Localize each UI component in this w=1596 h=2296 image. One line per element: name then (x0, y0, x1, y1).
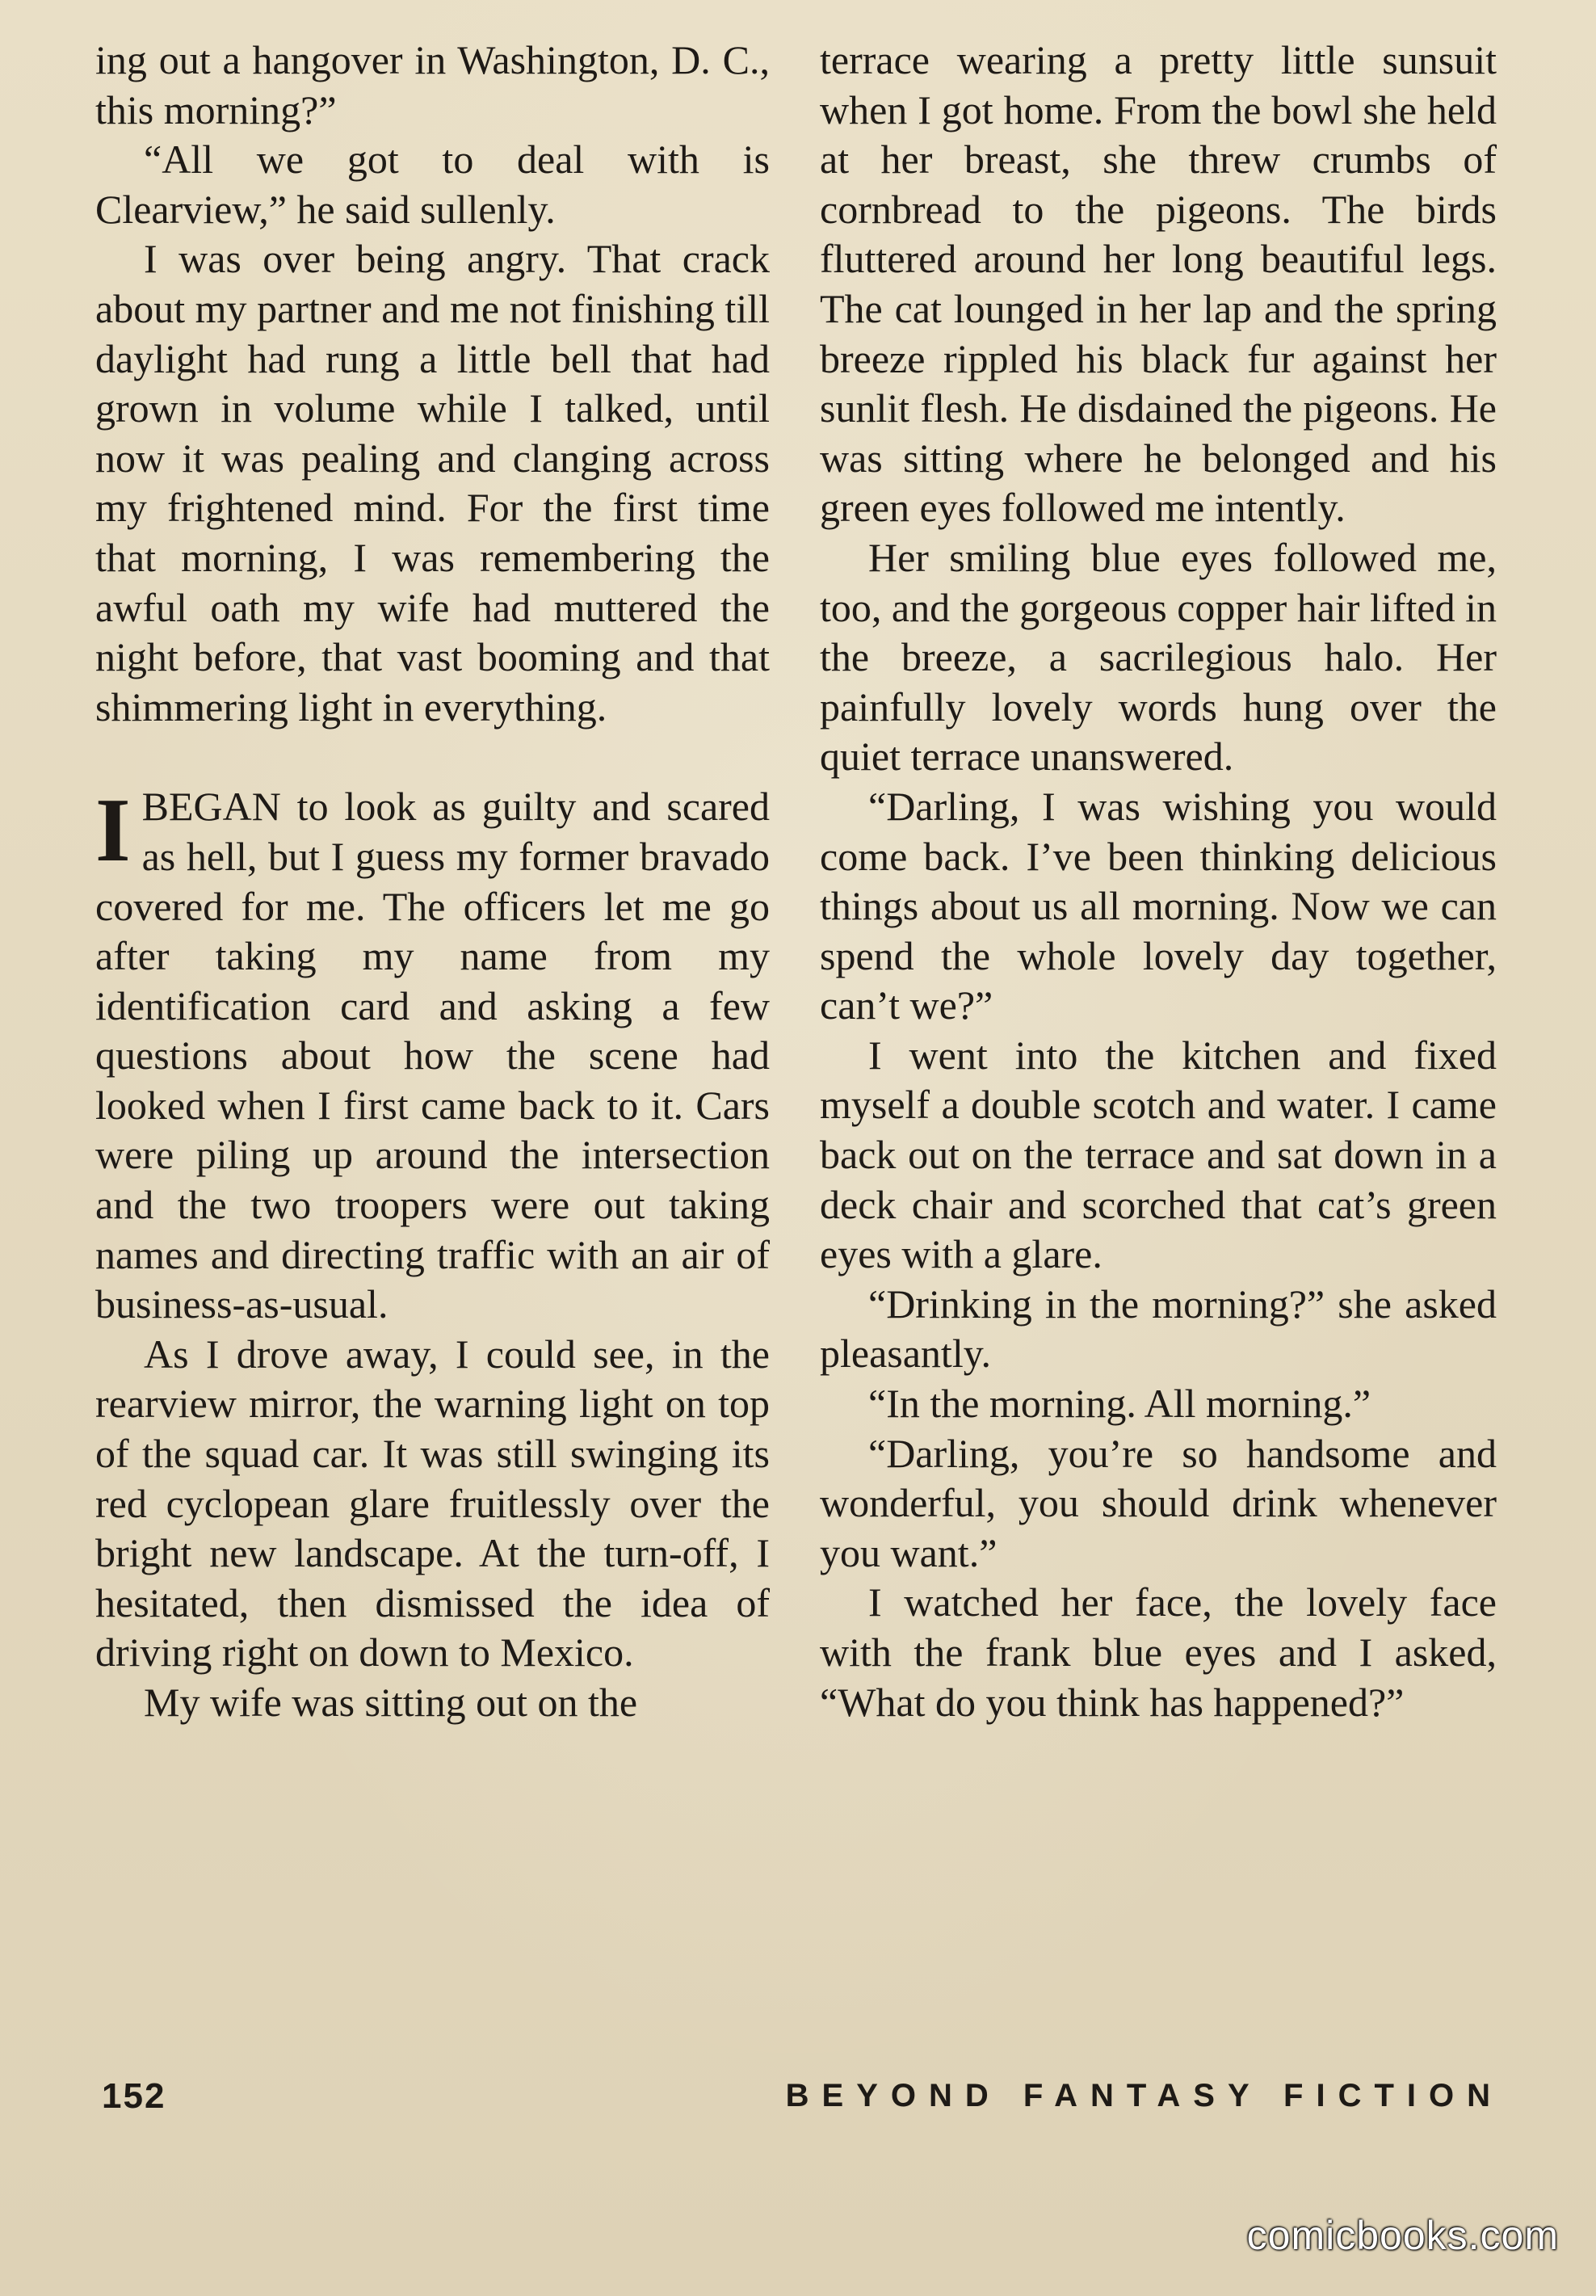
drop-cap: I (95, 780, 131, 881)
paragraph: “Darling, I was wishing you would come back. I’ve been thinking delicious things about us all morning. Now we can spend the whole lovely day together, can’t we?” (820, 783, 1497, 1028)
paragraph: I went into the kitchen and fixed myself a double scotch and water. I came back out on the terrace and sat down in a deck chair and scorched that cat’s green eyes with a glare. (820, 1032, 1497, 1277)
paragraph: “Darling, you’re so handsome and wonderful, you should drink whenever you want.” (820, 1430, 1497, 1575)
paragraph-text: BEGAN to look as guilty and scared as hell, but I guess my former bravado covered for me. The officers let me go after taking my name from my identification card and asking a few questions about how the scene had looked when I first came back to it. Cars were piling up around the intersection and the two troopers were out taking names and directing traffic with an air of business-as-usual. (95, 784, 770, 1327)
paragraph: As I drove away, I could see, in the rearview mirror, the warning light on top of the squad car. It was still swinging its red cyclopean glare fruitlessly over the bright new landscape. At the turn-off, I hesitated, then dismissed the idea of driving right on down to Mexico. (95, 1331, 770, 1676)
paragraph: “Drinking in the morning?” she asked pleasantly. (820, 1280, 1497, 1377)
paragraph: I was over being angry. That crack about my partner and me not finishing till daylight had rung a little bell that had grown in volume while I talked, until now it was pealing and clanging across my frightened mind. For the first time that morning, I was remembering the awful oath my wife had muttered the night before, that vast booming and that shimmering light in everything. (95, 236, 770, 730)
running-title: BEYOND FANTASY FICTION (785, 2078, 1503, 2113)
page-number: 152 (102, 2076, 166, 2116)
paragraph: terrace wearing a pretty little sunsuit when I got home. From the bowl she held at her breast, she threw crumbs of cornbread to the pigeons. The birds fluttered around her long beautiful legs. The cat lounged in her lap and the spring breeze rippled his black fur against her sunlit flesh. He disdained the pigeons. He was sitting where he belonged and his green eyes followed me intently. (820, 37, 1497, 531)
paragraph: “All we got to deal with is Clearview,” he said sullenly. (95, 137, 770, 232)
paragraph: I watched her face, the lovely face with the frank blue eyes and I asked, “What do you think has happened?” (820, 1579, 1497, 1725)
paragraph: “In the morning. All morning.” (868, 1381, 1371, 1427)
right-text-column (820, 36, 1497, 1727)
page-footer (102, 2076, 1503, 2125)
left-text-column (95, 36, 770, 1728)
paragraph-with-drop-cap (95, 782, 770, 1330)
section-break (95, 732, 770, 782)
paragraph: My wife was sitting out on the (144, 1680, 638, 1725)
site-watermark: comicbooks.com (1246, 2213, 1559, 2258)
paragraph: ing out a hangover in Washington, D. C., this morning?” (95, 37, 770, 132)
paragraph: Her smiling blue eyes followed me, too, and the gorgeous copper hair lifted in the breeze, a sacrilegious halo. Her painfully lovely words hung over the quiet terrace unanswered. (820, 534, 1497, 780)
